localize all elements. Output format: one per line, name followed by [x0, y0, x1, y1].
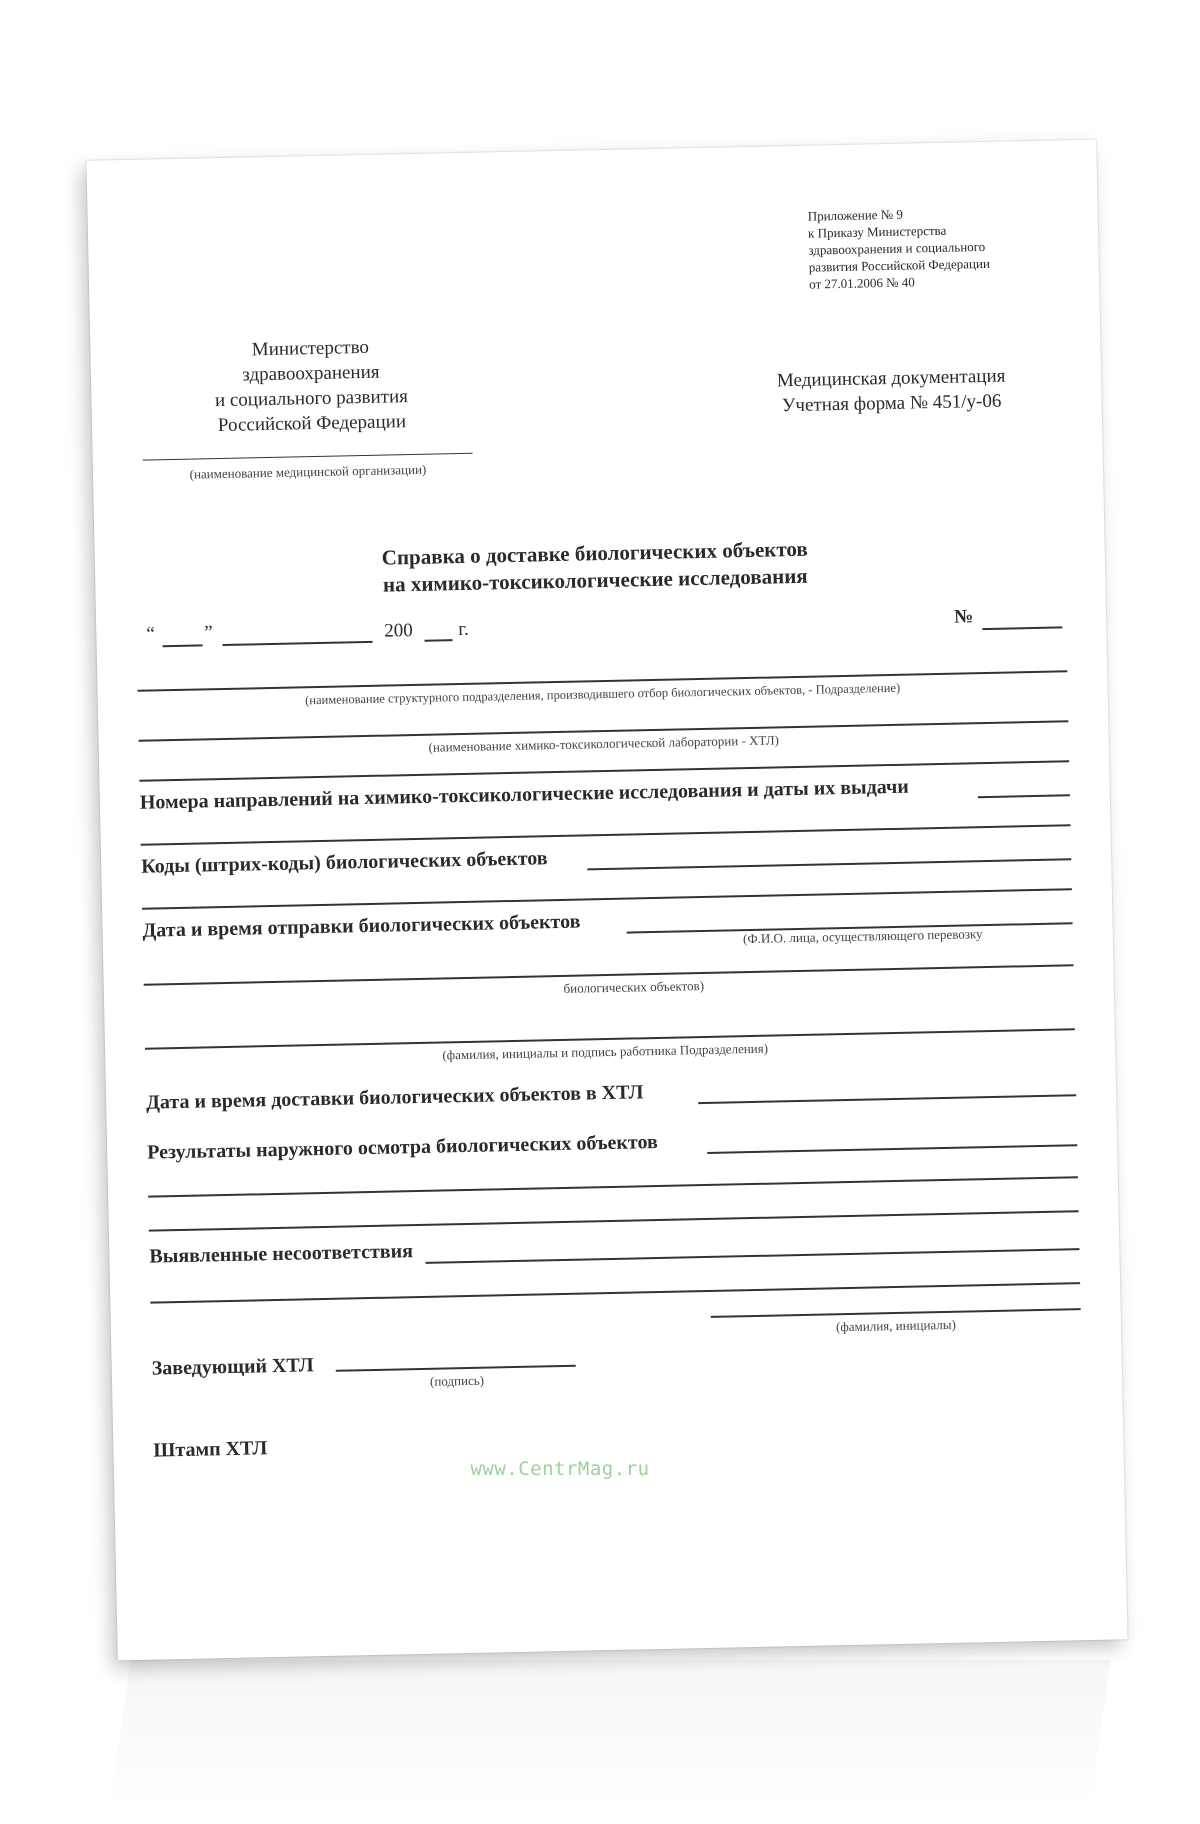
ministry-line: и социального развития — [214, 386, 409, 412]
employee-caption: (фамилия, инициалы и подпись работника Подразделения) — [442, 1040, 769, 1063]
appendix-line: развития Российской Федерации — [808, 255, 991, 275]
page-reflection — [109, 1660, 1110, 1810]
lab-caption: (наименование химико-токсикологической лаборатории - ХТЛ) — [428, 732, 780, 755]
referrals-blank[interactable] — [978, 794, 1070, 798]
inspection-line-3[interactable] — [149, 1210, 1079, 1231]
dispatch-label: Дата и время отправки биологических объектов — [142, 910, 581, 942]
courier-caption-2: биологических объектов) — [563, 977, 705, 996]
appendix-line: Приложение № 9 — [807, 206, 904, 224]
referrals-label: Номера направлений на химико-токсикологические исследования и даты их выдачи — [139, 775, 909, 814]
date-close-quote: ” — [204, 622, 213, 644]
inspection-label: Результаты наружного осмотра биологических объектов — [146, 1130, 659, 1164]
mismatches-blank[interactable] — [426, 1248, 1080, 1264]
delivery-label: Дата и время доставки биологических объектов в ХТЛ — [145, 1081, 644, 1114]
year-blank[interactable] — [425, 639, 453, 642]
appendix-line: к Приказу Министерства — [807, 222, 947, 241]
month-blank[interactable] — [223, 641, 373, 646]
appendix-line: от 27.01.2006 № 40 — [808, 274, 915, 292]
year-suffix: г. — [458, 618, 469, 641]
number-blank[interactable] — [982, 626, 1062, 630]
courier-caption-1: (Ф.И.О. лица, осуществляющего перевозку — [742, 926, 983, 947]
head-label: Заведующий ХТЛ — [151, 1354, 314, 1380]
title-line: Справка о доставке биологических объектов — [381, 536, 808, 570]
lab-extra-line[interactable] — [139, 760, 1069, 781]
ministry-block — [160, 333, 462, 439]
codes-line-2[interactable] — [142, 888, 1072, 909]
document-title — [275, 533, 916, 600]
watermark-text: www.CentrMag.ru — [470, 1458, 650, 1480]
signature-caption: (подпись) — [429, 1372, 485, 1389]
mismatches-label: Выявленные несоответствия — [149, 1240, 414, 1268]
surname-caption: (фамилия, инициалы) — [835, 1316, 957, 1335]
form-info-block — [731, 363, 1052, 420]
codes-label: Коды (штрих-коды) биологических объектов — [140, 847, 548, 878]
subdivision-caption: (наименование структурного подразделения, производившего отбор биологических объектов, - Подразделение) — [305, 680, 901, 708]
appendix-line: здравоохранения и социального — [808, 238, 986, 258]
form-info-line: Учетная форма № 451/у-06 — [781, 390, 1002, 417]
ministry-line: Министерство — [251, 336, 370, 361]
signature-line[interactable] — [336, 1365, 576, 1372]
form-info-line: Медицинская документация — [776, 365, 1006, 392]
ministry-line: Российской Федерации — [217, 411, 407, 437]
organization-caption: (наименование медицинской организации) — [189, 461, 427, 482]
codes-blank[interactable] — [587, 858, 1071, 870]
organization-name-line — [143, 453, 473, 461]
surname-line[interactable] — [711, 1308, 1081, 1318]
mismatches-line-2[interactable] — [150, 1282, 1080, 1303]
delivery-blank[interactable] — [698, 1094, 1076, 1104]
ministry-line: здравоохранения — [242, 361, 380, 386]
referrals-line-2[interactable] — [141, 824, 1071, 845]
number-sign: № — [953, 606, 974, 628]
year-prefix: 200 — [384, 620, 414, 642]
document-sheet — [86, 140, 1127, 1661]
title-line: на химико-токсикологические исследования — [382, 563, 808, 597]
date-open-quote: “ — [146, 623, 155, 645]
appendix-block — [808, 202, 1080, 293]
stamp-label: Штамп ХТЛ — [153, 1437, 268, 1462]
inspection-line-2[interactable] — [148, 1176, 1078, 1197]
day-blank[interactable] — [163, 644, 203, 647]
inspection-blank[interactable] — [707, 1144, 1077, 1154]
